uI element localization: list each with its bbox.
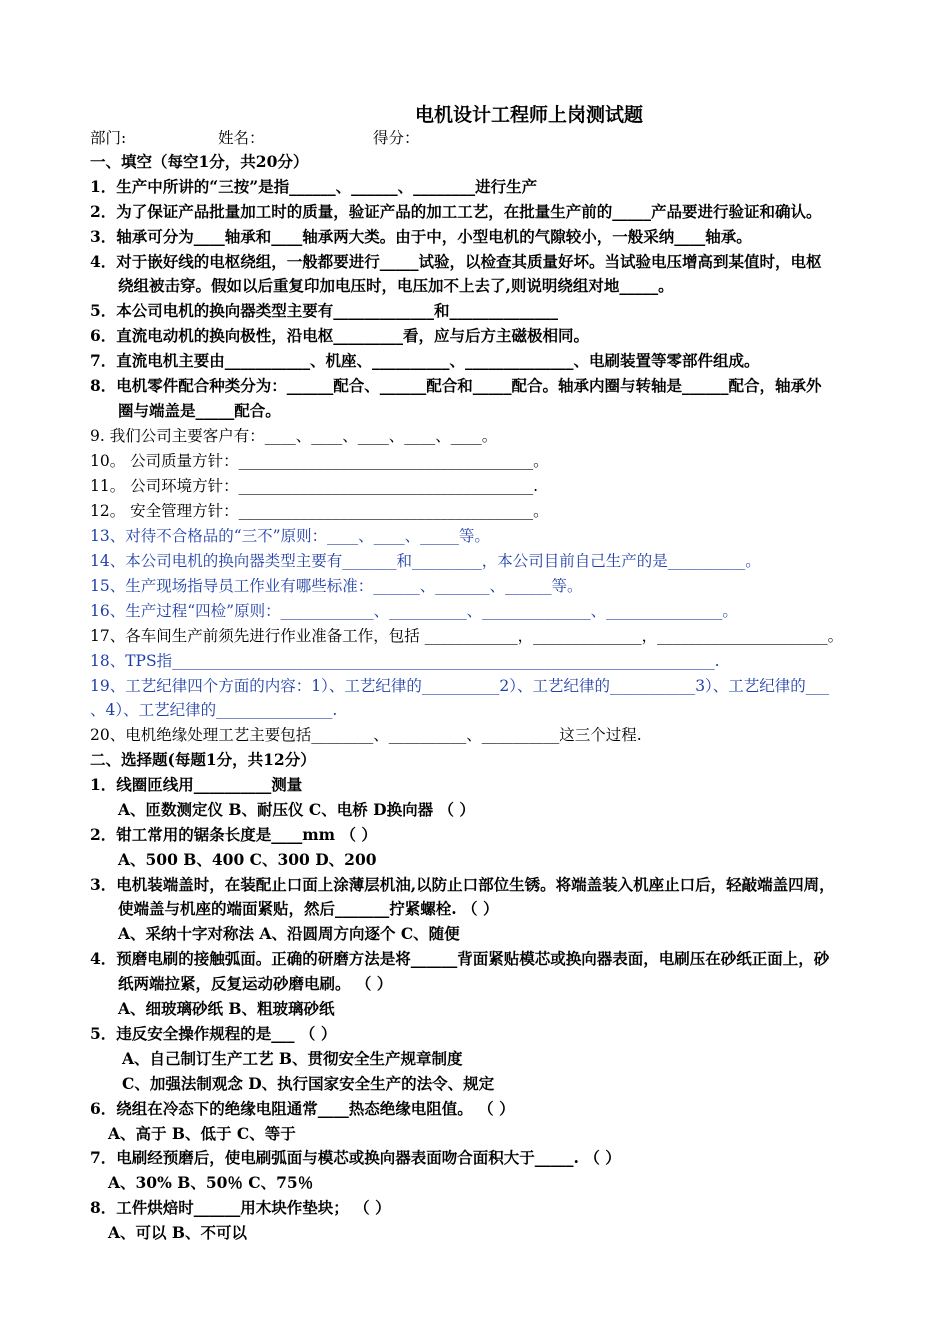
- score-label: 得分：: [373, 129, 420, 147]
- question-line: 16、生产过程“四检”原则：____________、__________、______________、_______________。: [90, 602, 738, 620]
- question-line: 4．对于嵌好线的电枢绕组，一般都要进行_____试验，以检查其质量好坏。当试验电压增高到某值时，电枢: [90, 252, 822, 271]
- question-line: 14、本公司电机的换向器类型主要有_______和_________，本公司目前自己生产的是__________。: [90, 552, 761, 570]
- question-line: 纸两端拉紧，反复运动砂磨电刷。 （ ）: [118, 974, 393, 993]
- question-line: 5．本公司电机的换向器类型主要有_____________和______________: [90, 301, 559, 320]
- option-line: C、加强法制观念 D、执行国家安全生产的法令、规定: [122, 1074, 495, 1093]
- question-line: 1．生产中所讲的“三按”是指______、______、________进行生产: [90, 177, 538, 196]
- page-title: 电机设计工程师上岗测试题: [415, 104, 644, 126]
- question-line: 8．工件烘焙时______用木块作垫块； （ ）: [90, 1198, 391, 1217]
- section-fill-heading: 一、填空（每空1分，共20分）: [90, 152, 309, 171]
- option-line: A、500 B、400 C、300 D、200: [118, 850, 377, 869]
- question-line: 9. 我们公司主要客户有：____、____、____、____、____。: [90, 427, 498, 445]
- question-line: 17、各车间生产前须先进行作业准备工作，包括 ____________，______________，______________________。: [90, 627, 844, 645]
- question-line: 19、工艺纪律四个方面的内容：1）、工艺纪律的__________2）、工艺纪律的___________3）、工艺纪律的___: [90, 677, 830, 695]
- option-line: A、匝数测定仪 B、耐压仪 C、电桥 D换向器 （ ）: [118, 800, 475, 819]
- question-line: 7．直流电机主要由___________、机座、__________、______________、电刷装置等零部件组成。: [90, 351, 760, 370]
- question-line: 13、对待不合格品的“三不”原则：____、____、_____等。: [90, 527, 490, 545]
- option-line: A、自己制订生产工艺 B、贯彻安全生产规章制度: [122, 1049, 463, 1068]
- question-line: 11。 公司环境方针：______________________________________.: [90, 477, 539, 495]
- question-line: 绕组被击穿。假如以后重复印加电压时，电压加不上去了,则说明绕组对地_____。: [118, 276, 674, 295]
- question-line: 12。 安全管理方针：______________________________________。: [90, 502, 549, 520]
- name-label: 姓名：: [218, 129, 265, 147]
- question-line: 8．电机零件配合种类分为：______配合、______配合和_____配合。轴承内圈与转轴是______配合，轴承外: [90, 376, 822, 395]
- question-line: 20、电机绝缘处理工艺主要包括________、__________、__________这三个过程.: [90, 726, 642, 744]
- option-line: A、30% B、50％ C、75％: [108, 1173, 314, 1192]
- section-choice-heading: 二、选择题(每题1分，共12分）: [90, 750, 316, 769]
- question-line: 15、生产现场指导员工作业有哪些标准：______、_______、______等。: [90, 577, 583, 595]
- question-line: 6．绕组在冷态下的绝缘电阻通常____热态绝缘电阻值。 （ ）: [90, 1099, 515, 1118]
- option-line: A、采纳十字对称法 A、沿圆周方向逐个 C、随便: [118, 924, 460, 943]
- question-line: 7．电刷经预磨后，使电刷弧面与模芯或换向器表面吻合面积大于_____. （ ）: [90, 1148, 621, 1167]
- question-line: 圈与端盖是_____配合。: [118, 401, 281, 420]
- dept-label: 部门:: [90, 129, 127, 147]
- header-row: [90, 128, 420, 148]
- option-line: A、细玻璃砂纸 B、粗玻璃砂纸: [118, 999, 335, 1018]
- question-line: 3．轴承可分为____轴承和____轴承两大类。由于中，小型电机的气隙较小，一般采纳____轴承。: [90, 227, 752, 246]
- question-line: 4．预磨电刷的接触弧面。正确的研磨方法是将______背面紧贴模芯或换向器表面，电刷压在砂纸正面上，砂: [90, 949, 830, 968]
- question-line: 2．为了保证产品批量加工时的质量，验证产品的加工工艺，在批量生产前的_____产品要进行验证和确认。: [90, 202, 822, 221]
- question-line: 3．电机装端盖时，在装配止口面上涂薄层机油,以防止口部位生锈。将端盖装入机座止口后，轻敲端盖四周，: [90, 875, 835, 894]
- option-line: A、可以 B、不可以: [108, 1223, 248, 1242]
- question-line: 10。 公司质量方针：______________________________________。: [90, 452, 549, 470]
- option-line: A、高于 B、低于 C、等于: [108, 1124, 296, 1143]
- question-line: 2．钳工常用的锯条长度是____mm （ ）: [90, 825, 377, 844]
- question-line: 使端盖与机座的端面紧贴，然后_______拧紧螺栓. （ ）: [118, 899, 499, 918]
- question-line: 1．线圈匝线用__________测量: [90, 775, 303, 794]
- question-line: 6．直流电动机的换向极性，沿电枢_________看，应与后方主磁极相同。: [90, 326, 590, 345]
- question-line: 18、TPS指______________________________________________________________________.: [90, 652, 720, 670]
- question-line: 、4）、工艺纪律的_______________.: [90, 701, 338, 719]
- question-line: 5．违反安全操作规程的是___ （ ）: [90, 1024, 337, 1043]
